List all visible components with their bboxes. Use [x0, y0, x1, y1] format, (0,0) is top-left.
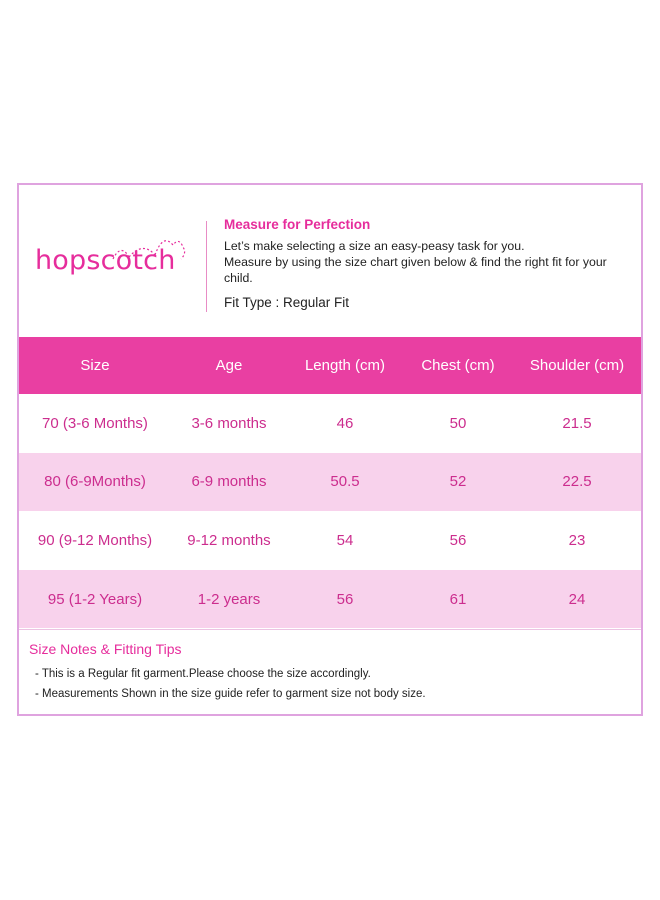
table-cell: 50.5 [330, 473, 360, 491]
intro-line: Let’s make selecting a size an easy-peasy task for you. [224, 239, 525, 253]
intro-title: Measure for Perfection [224, 217, 371, 232]
intro-line: Measure by using the size chart given below & find the right fit for your [224, 255, 607, 269]
table-cell: 22.5 [562, 473, 592, 491]
size-chart-header [19, 185, 641, 336]
table-row [19, 453, 641, 512]
table-cell: 3-6 months [191, 414, 267, 432]
notes-title: Size Notes & Fitting Tips [29, 641, 182, 657]
table-cell: 56 [449, 531, 467, 549]
column-header-chest: Chest (cm) [421, 357, 495, 374]
fit-type: Fit Type : Regular Fit [224, 295, 350, 310]
column-header-size: Size [80, 357, 110, 374]
size-notes [29, 641, 629, 704]
table-header-row [19, 337, 641, 394]
table-cell: 1-2 years [197, 590, 261, 608]
intro-line: child. [224, 271, 253, 285]
table-cell: 54 [336, 531, 354, 549]
table-cell: 95 (1-2 Years) [47, 590, 143, 608]
table-cell: 46 [336, 414, 354, 432]
table-row [19, 394, 641, 453]
intro-block [224, 217, 629, 310]
table-row [19, 511, 641, 570]
size-chart-card [17, 183, 643, 716]
table-cell: 6-9 months [191, 473, 267, 491]
table-cell: 52 [449, 473, 467, 491]
table-cell: 61 [449, 590, 467, 608]
table-row [19, 570, 641, 629]
table-cell: 9-12 months [187, 531, 271, 549]
table-cell: 70 (3-6 Months) [42, 414, 148, 432]
table-cell: 56 [336, 590, 354, 608]
brand-logo-text: hopscotch [35, 245, 176, 276]
table-cell: 24 [568, 590, 586, 608]
table-cell: 50 [449, 414, 467, 432]
table-cell: 80 (6-9Months) [44, 473, 146, 491]
note-item: - Measurements Shown in the size guide refer to garment size not body size. [35, 688, 426, 700]
header-divider [206, 221, 207, 312]
column-header-length: Length (cm) [304, 357, 386, 374]
column-header-shoulder: Shoulder (cm) [529, 357, 625, 374]
table-cell: 21.5 [562, 414, 592, 432]
table-cell: 90 (9-12 Months) [37, 531, 153, 549]
table-cell: 23 [568, 531, 586, 549]
note-item: - This is a Regular fit garment.Please choose the size accordingly. [35, 668, 371, 680]
column-header-age: Age [215, 357, 243, 374]
size-table [19, 337, 641, 628]
notes-divider [19, 629, 641, 630]
